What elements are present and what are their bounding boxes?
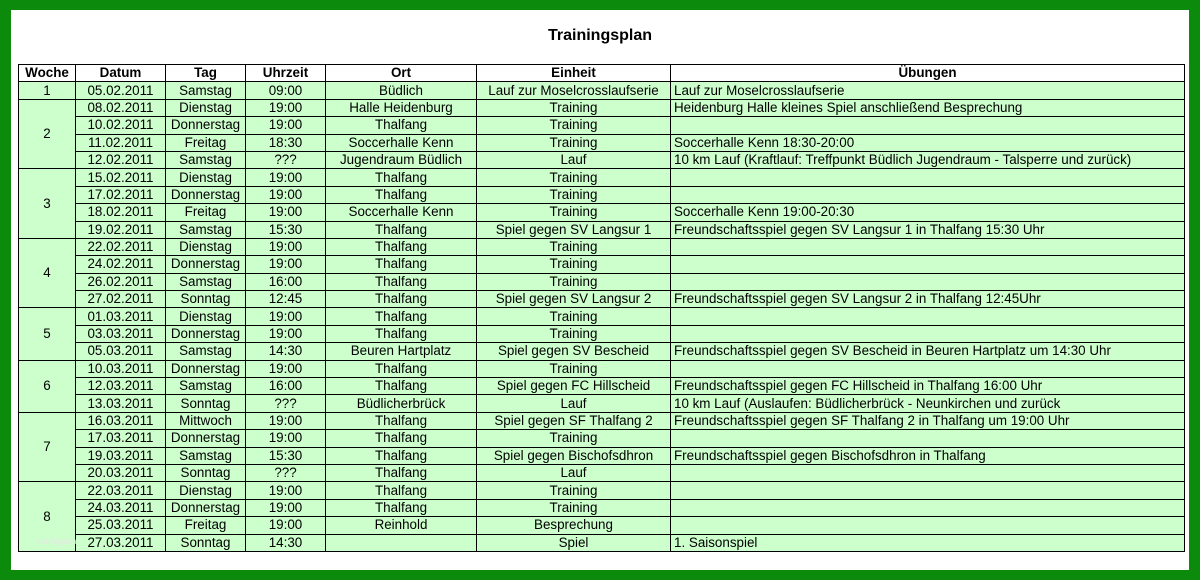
uebungen-cell: 10 km Lauf (Kraftlauf: Treffpunkt Büdlich Jugendraum - Talsperre und zurück) xyxy=(671,151,1185,168)
uhrzeit-cell: 19:00 xyxy=(246,517,326,534)
tag-cell: Donnerstag xyxy=(166,360,246,377)
uebungen-cell: Freundschaftsspiel gegen SV Langsur 1 in Thalfang 15:30 Uhr xyxy=(671,221,1185,238)
datum-cell: 03.03.2011 xyxy=(76,325,166,342)
datum-cell: 25.03.2011 xyxy=(76,517,166,534)
document-frame xyxy=(11,10,1189,570)
tag-cell: Samstag xyxy=(166,82,246,99)
einheit-cell: Besprechung xyxy=(477,517,671,534)
table-row xyxy=(19,534,1185,551)
woche-cell: 8 xyxy=(19,482,76,552)
uhrzeit-cell: 19:00 xyxy=(246,499,326,516)
ort-cell: Thalfang xyxy=(326,169,477,186)
datum-cell: 19.02.2011 xyxy=(76,221,166,238)
tag-cell: Sonntag xyxy=(166,464,246,481)
einheit-cell: Training xyxy=(477,430,671,447)
tag-cell: Samstag xyxy=(166,378,246,395)
tag-cell: Dienstag xyxy=(166,482,246,499)
einheit-cell: Training xyxy=(477,99,671,116)
einheit-cell: Training xyxy=(477,169,671,186)
uhrzeit-cell: 19:00 xyxy=(246,482,326,499)
woche-cell: 5 xyxy=(19,308,76,360)
uebungen-cell xyxy=(671,117,1185,134)
table-row xyxy=(19,430,1185,447)
uebungen-cell xyxy=(671,169,1185,186)
tag-cell: Sonntag xyxy=(166,534,246,551)
uebungen-cell xyxy=(671,186,1185,203)
uhrzeit-cell: 15:30 xyxy=(246,447,326,464)
woche-cell: 6 xyxy=(19,360,76,412)
table-row xyxy=(19,378,1185,395)
ort-cell: Thalfang xyxy=(326,221,477,238)
einheit-cell: Training xyxy=(477,134,671,151)
uhrzeit-cell: 18:30 xyxy=(246,134,326,151)
table-row xyxy=(19,447,1185,464)
ort-cell: Thalfang xyxy=(326,238,477,255)
ort-cell: Jugendraum Büdlich xyxy=(326,151,477,168)
uhrzeit-cell: 16:00 xyxy=(246,273,326,290)
tag-cell: Dienstag xyxy=(166,238,246,255)
table-row xyxy=(19,221,1185,238)
page-title: Trainingsplan xyxy=(547,27,652,44)
datum-cell: 05.02.2011 xyxy=(76,82,166,99)
table-row xyxy=(19,204,1185,221)
table-row xyxy=(19,256,1185,273)
uebungen-cell: 1. Saisonspiel xyxy=(671,534,1185,551)
training-table xyxy=(18,64,1185,552)
uebungen-cell xyxy=(671,430,1185,447)
table-row xyxy=(19,99,1185,116)
table-row xyxy=(19,186,1185,203)
einheit-cell: Training xyxy=(477,360,671,377)
table-row xyxy=(19,464,1185,481)
datum-cell: 13.03.2011 xyxy=(76,395,166,412)
datum-cell: 15.02.2011 xyxy=(76,169,166,186)
einheit-cell: Training xyxy=(477,204,671,221)
uebungen-cell: Freundschaftsspiel gegen SV Bescheid in Beuren Hartplatz um 14:30 Uhr xyxy=(671,343,1185,360)
datum-cell: 17.02.2011 xyxy=(76,186,166,203)
table-row xyxy=(19,134,1185,151)
tag-cell: Dienstag xyxy=(166,169,246,186)
table-row xyxy=(19,291,1185,308)
uebungen-cell: 10 km Lauf (Auslaufen: Büdlicherbrück - Neunkirchen und zurück xyxy=(671,395,1185,412)
ort-cell: Thalfang xyxy=(326,499,477,516)
einheit-cell: Spiel gegen FC Hillscheid xyxy=(477,378,671,395)
ort-cell: Thalfang xyxy=(326,291,477,308)
ort-cell: Thalfang xyxy=(326,273,477,290)
uebungen-cell: Freundschaftsspiel gegen FC Hillscheid in Thalfang 16:00 Uhr xyxy=(671,378,1185,395)
datum-cell: 05.03.2011 xyxy=(76,343,166,360)
einheit-cell: Training xyxy=(477,256,671,273)
tag-cell: Sonntag xyxy=(166,395,246,412)
einheit-cell: Spiel gegen SF Thalfang 2 xyxy=(477,412,671,429)
datum-cell: 12.02.2011 xyxy=(76,151,166,168)
ort-cell: Thalfang xyxy=(326,186,477,203)
uhrzeit-cell: 12:45 xyxy=(246,291,326,308)
table-row xyxy=(19,325,1185,342)
einheit-cell: Training xyxy=(477,186,671,203)
tag-cell: Freitag xyxy=(166,134,246,151)
datum-cell: 12.03.2011 xyxy=(76,378,166,395)
uhrzeit-cell: 19:00 xyxy=(246,99,326,116)
table-row xyxy=(19,117,1185,134)
header-uebungen: Übungen xyxy=(671,65,1185,82)
tag-cell: Samstag xyxy=(166,151,246,168)
tag-cell: Donnerstag xyxy=(166,117,246,134)
table-row xyxy=(19,82,1185,99)
einheit-cell: Spiel gegen SV Langsur 1 xyxy=(477,221,671,238)
ort-cell: Büdlicherbrück xyxy=(326,395,477,412)
table-row xyxy=(19,482,1185,499)
uebungen-cell xyxy=(671,482,1185,499)
ort-cell: Thalfang xyxy=(326,308,477,325)
ort-cell: Thalfang xyxy=(326,482,477,499)
table-row xyxy=(19,360,1185,377)
einheit-cell: Lauf xyxy=(477,464,671,481)
einheit-cell: Spiel xyxy=(477,534,671,551)
datum-cell: 20.03.2011 xyxy=(76,464,166,481)
uhrzeit-cell: 16:00 xyxy=(246,378,326,395)
header-einheit: Einheit xyxy=(477,65,671,82)
table-row xyxy=(19,151,1185,168)
einheit-cell: Lauf xyxy=(477,395,671,412)
uebungen-cell xyxy=(671,273,1185,290)
ort-cell: Thalfang xyxy=(326,256,477,273)
datum-cell: 10.02.2011 xyxy=(76,117,166,134)
ort-cell: Thalfang xyxy=(326,378,477,395)
ort-cell xyxy=(326,534,477,551)
datum-cell: 16.03.2011 xyxy=(76,412,166,429)
uebungen-cell: Freundschaftsspiel gegen Bischofsdhron in Thalfang xyxy=(671,447,1185,464)
einheit-cell: Training xyxy=(477,499,671,516)
einheit-cell: Spiel gegen Bischofsdhron xyxy=(477,447,671,464)
header-woche: Woche xyxy=(19,65,76,82)
tag-cell: Dienstag xyxy=(166,99,246,116)
tag-cell: Mittwoch xyxy=(166,412,246,429)
header-tag: Tag xyxy=(166,65,246,82)
datum-cell: 08.02.2011 xyxy=(76,99,166,116)
ort-cell: Soccerhalle Kenn xyxy=(326,204,477,221)
watermark: vorlagen xyxy=(37,537,77,547)
ort-cell: Thalfang xyxy=(326,464,477,481)
uebungen-cell: Heidenburg Halle kleines Spiel anschließend Besprechung xyxy=(671,99,1185,116)
uhrzeit-cell: 19:00 xyxy=(246,308,326,325)
einheit-cell: Lauf xyxy=(477,151,671,168)
table-row xyxy=(19,499,1185,516)
datum-cell: 26.02.2011 xyxy=(76,273,166,290)
uebungen-cell xyxy=(671,499,1185,516)
header-uhrzeit: Uhrzeit xyxy=(246,65,326,82)
uebungen-cell: Soccerhalle Kenn 18:30-20:00 xyxy=(671,134,1185,151)
einheit-cell: Spiel gegen SV Langsur 2 xyxy=(477,291,671,308)
einheit-cell: Training xyxy=(477,308,671,325)
uhrzeit-cell: ??? xyxy=(246,395,326,412)
uebungen-cell xyxy=(671,360,1185,377)
uhrzeit-cell: 19:00 xyxy=(246,169,326,186)
ort-cell: Reinhold xyxy=(326,517,477,534)
uhrzeit-cell: 19:00 xyxy=(246,238,326,255)
uebungen-cell: Soccerhalle Kenn 19:00-20:30 xyxy=(671,204,1185,221)
ort-cell: Thalfang xyxy=(326,360,477,377)
woche-cell: 2 xyxy=(19,99,76,169)
tag-cell: Donnerstag xyxy=(166,499,246,516)
uebungen-cell: Freundschaftsspiel gegen SV Langsur 2 in Thalfang 12:45Uhr xyxy=(671,291,1185,308)
datum-cell: 24.03.2011 xyxy=(76,499,166,516)
uebungen-cell xyxy=(671,517,1185,534)
uhrzeit-cell: ??? xyxy=(246,151,326,168)
einheit-cell: Training xyxy=(477,117,671,134)
tag-cell: Samstag xyxy=(166,221,246,238)
ort-cell: Büdlich xyxy=(326,82,477,99)
tag-cell: Samstag xyxy=(166,343,246,360)
table-row xyxy=(19,169,1185,186)
uhrzeit-cell: 19:00 xyxy=(246,186,326,203)
uhrzeit-cell: 09:00 xyxy=(246,82,326,99)
table-row xyxy=(19,238,1185,255)
uebungen-cell xyxy=(671,238,1185,255)
uebungen-cell xyxy=(671,464,1185,481)
ort-cell: Thalfang xyxy=(326,117,477,134)
datum-cell: 18.02.2011 xyxy=(76,204,166,221)
uhrzeit-cell: 19:00 xyxy=(246,256,326,273)
uhrzeit-cell: 15:30 xyxy=(246,221,326,238)
einheit-cell: Spiel gegen SV Bescheid xyxy=(477,343,671,360)
uebungen-cell xyxy=(671,256,1185,273)
ort-cell: Soccerhalle Kenn xyxy=(326,134,477,151)
datum-cell: 27.02.2011 xyxy=(76,291,166,308)
datum-cell: 27.03.2011 xyxy=(76,534,166,551)
datum-cell: 17.03.2011 xyxy=(76,430,166,447)
ort-cell: Thalfang xyxy=(326,412,477,429)
datum-cell: 19.03.2011 xyxy=(76,447,166,464)
table-row xyxy=(19,273,1185,290)
ort-cell: Thalfang xyxy=(326,325,477,342)
table-row xyxy=(19,308,1185,325)
einheit-cell: Training xyxy=(477,238,671,255)
uhrzeit-cell: 19:00 xyxy=(246,360,326,377)
ort-cell: Thalfang xyxy=(326,430,477,447)
woche-cell: 4 xyxy=(19,238,76,308)
tag-cell: Freitag xyxy=(166,517,246,534)
ort-cell: Halle Heidenburg xyxy=(326,99,477,116)
datum-cell: 11.02.2011 xyxy=(76,134,166,151)
ort-cell: Thalfang xyxy=(326,447,477,464)
uhrzeit-cell: 19:00 xyxy=(246,117,326,134)
uebungen-cell: Lauf zur Moselcrosslaufserie xyxy=(671,82,1185,99)
tag-cell: Samstag xyxy=(166,447,246,464)
header-row xyxy=(19,65,1185,82)
header-ort: Ort xyxy=(326,65,477,82)
uhrzeit-cell: 19:00 xyxy=(246,412,326,429)
einheit-cell: Training xyxy=(477,482,671,499)
uebungen-cell xyxy=(671,325,1185,342)
uhrzeit-cell: 19:00 xyxy=(246,325,326,342)
table-row xyxy=(19,395,1185,412)
uebungen-cell xyxy=(671,308,1185,325)
tag-cell: Donnerstag xyxy=(166,256,246,273)
woche-cell: 7 xyxy=(19,412,76,482)
tag-cell: Dienstag xyxy=(166,308,246,325)
uhrzeit-cell: 14:30 xyxy=(246,343,326,360)
einheit-cell: Training xyxy=(477,273,671,290)
uhrzeit-cell: 19:00 xyxy=(246,430,326,447)
datum-cell: 22.02.2011 xyxy=(76,238,166,255)
uhrzeit-cell: 14:30 xyxy=(246,534,326,551)
ort-cell: Beuren Hartplatz xyxy=(326,343,477,360)
tag-cell: Samstag xyxy=(166,273,246,290)
tag-cell: Donnerstag xyxy=(166,186,246,203)
uhrzeit-cell: ??? xyxy=(246,464,326,481)
datum-cell: 10.03.2011 xyxy=(76,360,166,377)
datum-cell: 24.02.2011 xyxy=(76,256,166,273)
tag-cell: Donnerstag xyxy=(166,325,246,342)
woche-cell: 3 xyxy=(19,169,76,239)
tag-cell: Donnerstag xyxy=(166,430,246,447)
tag-cell: Sonntag xyxy=(166,291,246,308)
table-row xyxy=(19,343,1185,360)
table-body xyxy=(19,82,1185,552)
einheit-cell: Lauf zur Moselcrosslaufserie xyxy=(477,82,671,99)
header-datum: Datum xyxy=(76,65,166,82)
datum-cell: 22.03.2011 xyxy=(76,482,166,499)
woche-cell: 1 xyxy=(19,82,76,99)
uebungen-cell: Freundschaftsspiel gegen SF Thalfang 2 in Thalfang um 19:00 Uhr xyxy=(671,412,1185,429)
tag-cell: Freitag xyxy=(166,204,246,221)
datum-cell: 01.03.2011 xyxy=(76,308,166,325)
table-row xyxy=(19,517,1185,534)
table-row xyxy=(19,412,1185,429)
uhrzeit-cell: 19:00 xyxy=(246,204,326,221)
einheit-cell: Training xyxy=(477,325,671,342)
